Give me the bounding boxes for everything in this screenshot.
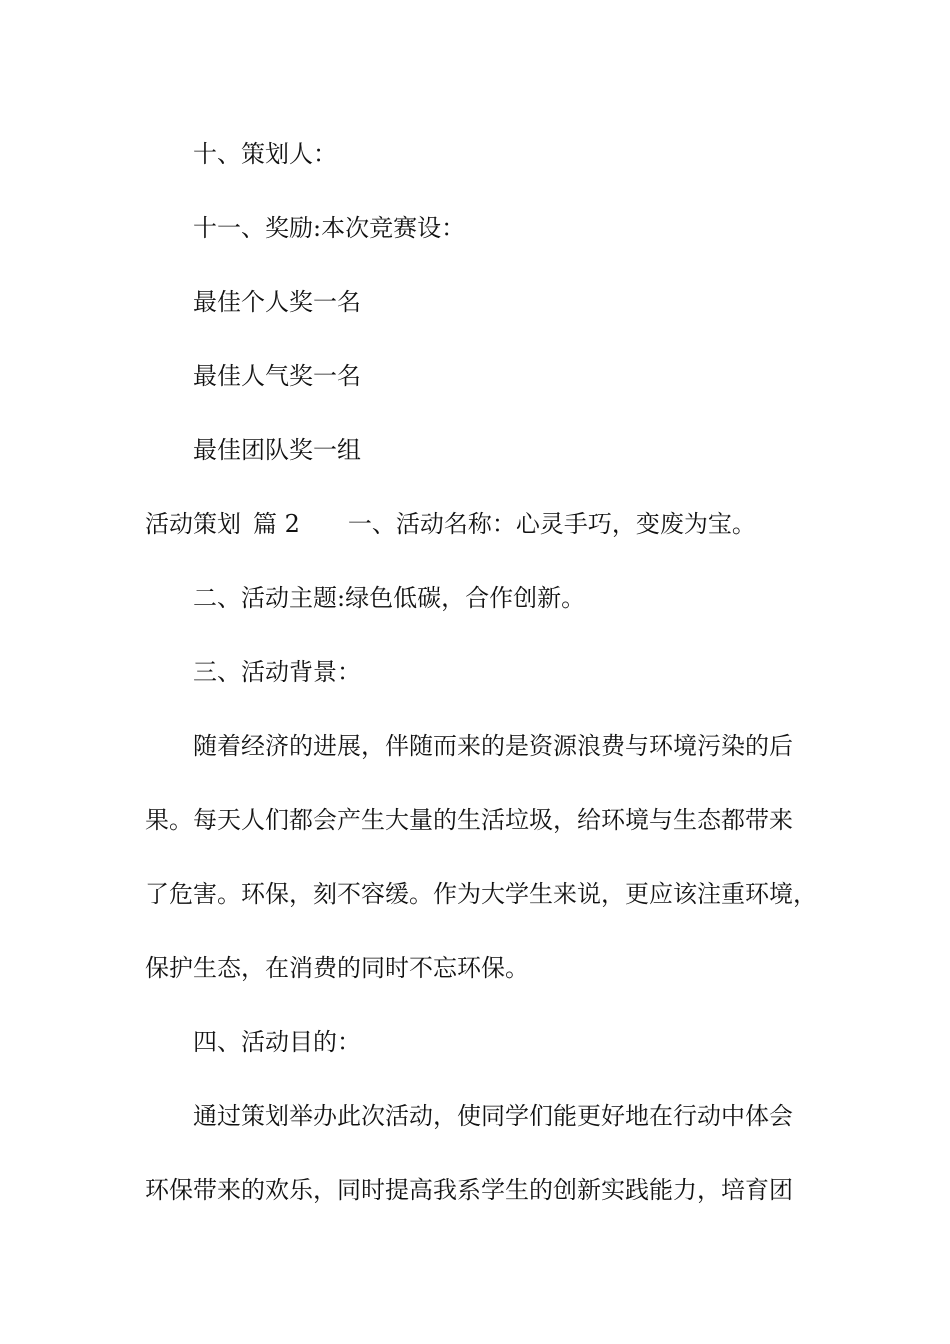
activity-name-line: 一、活动名称：心灵手巧，变废为宝。 (347, 510, 756, 538)
paragraph-line: 环保带来的欢乐，同时提高我系学生的创新实践能力，培育团 (145, 1176, 793, 1204)
line-best-popularity: 最佳人气奖一名 (193, 362, 361, 390)
line-best-team: 最佳团队奖一组 (193, 436, 361, 464)
line-background-heading: 三、活动背景： (193, 658, 361, 686)
paragraph-line: 保护生态，在消费的同时不忘环保。 (145, 954, 529, 982)
paragraph-line: 果。每天人们都会产生大量的生活垃圾，给环境与生态都带来 (145, 806, 793, 834)
section-heading (145, 508, 300, 540)
section-title: 活动策划 (145, 510, 241, 538)
paragraph-line: 了危害。环保，刻不容缓。作为大学生来说，更应该注重环境， (145, 880, 817, 908)
line-rewards: 十一、奖励:本次竞赛设： (193, 214, 466, 242)
section-number: 篇 2 (253, 510, 300, 538)
line-best-individual: 最佳个人奖一名 (193, 288, 361, 316)
section-heading-line (145, 508, 756, 540)
line-activity-theme: 二、活动主题:绿色低碳，合作创新。 (193, 584, 586, 612)
paragraph-line: 通过策划举办此次活动，使同学们能更好地在行动中体会 (193, 1102, 793, 1130)
line-planner: 十、策划人： (193, 140, 337, 168)
line-purpose-heading: 四、活动目的： (193, 1028, 361, 1056)
paragraph-line: 随着经济的进展，伴随而来的是资源浪费与环境污染的后 (193, 732, 793, 760)
